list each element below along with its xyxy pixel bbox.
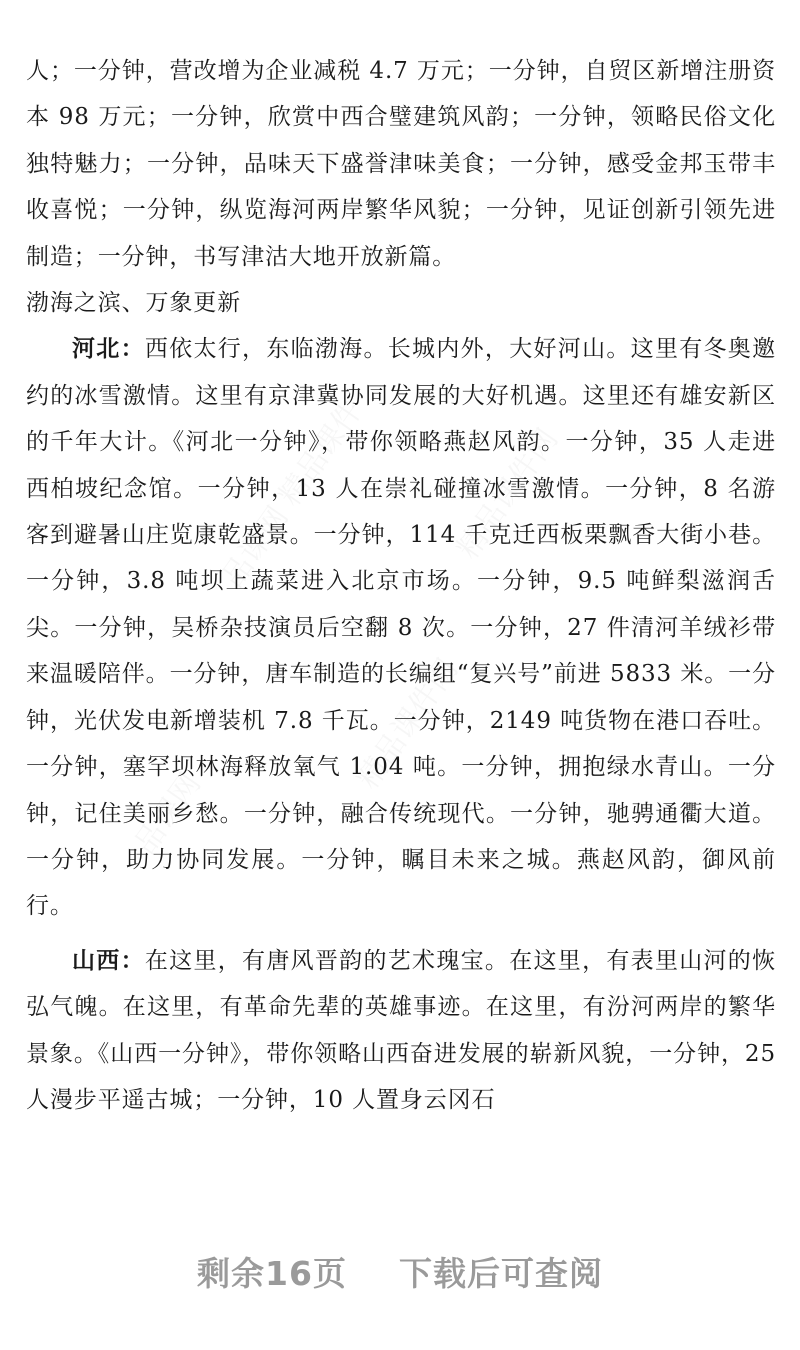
document-body — [26, 48, 776, 1123]
paragraph-shanxi-text: 在这里，有唐风晋韵的艺术瑰宝。在这里，有表里山河的恢弘气魄。在这里，有革命先辈的英雄事迹。在这里，有汾河两岸的繁华景象。《山西一分钟》，带你领略山西奋进发展的崭新风貌，一分钟，25 人漫步平遥古城；一分钟，10 人置身云冈石 — [26, 947, 776, 1113]
paragraph-slogan: 渤海之滨、万象更新 — [26, 290, 242, 317]
download-banner[interactable] — [0, 1248, 800, 1295]
section-lead-shanxi: 山西： — [72, 947, 145, 974]
paragraph-tianjin-continued: 人；一分钟，营改增为企业减税 4.7 万元；一分钟，自贸区新增注册资本 98 万元；一分钟，欣赏中西合璧建筑风韵；一分钟，领略民俗文化独特魅力；一分钟，品味天下盛誉津味美食；一分钟，感受金邦玉带丰收喜悦；一分钟，纵览海河两岸繁华风貌；一分钟，见证创新引领先进制造；一分钟，书写津沽大地开放新篇。 — [26, 58, 776, 270]
remaining-pages-label: 剩余16页 — [197, 1254, 347, 1293]
download-hint-label: 下载后可查阅 — [398, 1254, 603, 1293]
paragraph-shanxi — [26, 938, 776, 1124]
section-lead-hebei: 河北： — [72, 336, 145, 363]
paragraph-hebei — [26, 326, 776, 929]
paragraph-hebei-text: 西依太行，东临渤海。长城内外，大好河山。这里有冬奥邀约的冰雪激情。这里有京津冀协同发展的大好机遇。这里还有雄安新区的千年大计。《河北一分钟》，带你领略燕赵风韵。一分钟，35 人走进西柏坡纪念馆。一分钟，13 人在崇礼碰撞冰雪激情。一分钟，8 名游客到避暑山庄览康乾盛景。一分钟，114 千克迁西板栗飘香大街小巷。一分钟，3.8 吨坝上蔬菜进入北京市场。一分钟，9.5 吨鲜梨滋润舌尖。一分钟，吴桥杂技演员后空翻 8 次。一分钟，27 件清河羊绒衫带来温暖陪伴。一分钟，唐车制造的长编组“复兴号”前进 5833 米。一分钟，光伏发电新增装机 7.8 千瓦。一分钟，2149 吨货物在港口吞吐。一分钟，塞罕坝林海释放氧气 1.04 吨。一分钟，拥抱绿水青山。一分钟，记住美丽乡愁。一分钟，融合传统现代。一分钟，驰骋通衢大道。一分钟，助力协同发展。一分钟，瞩目未来之城。燕赵风韵，御风前行。 — [26, 336, 776, 920]
